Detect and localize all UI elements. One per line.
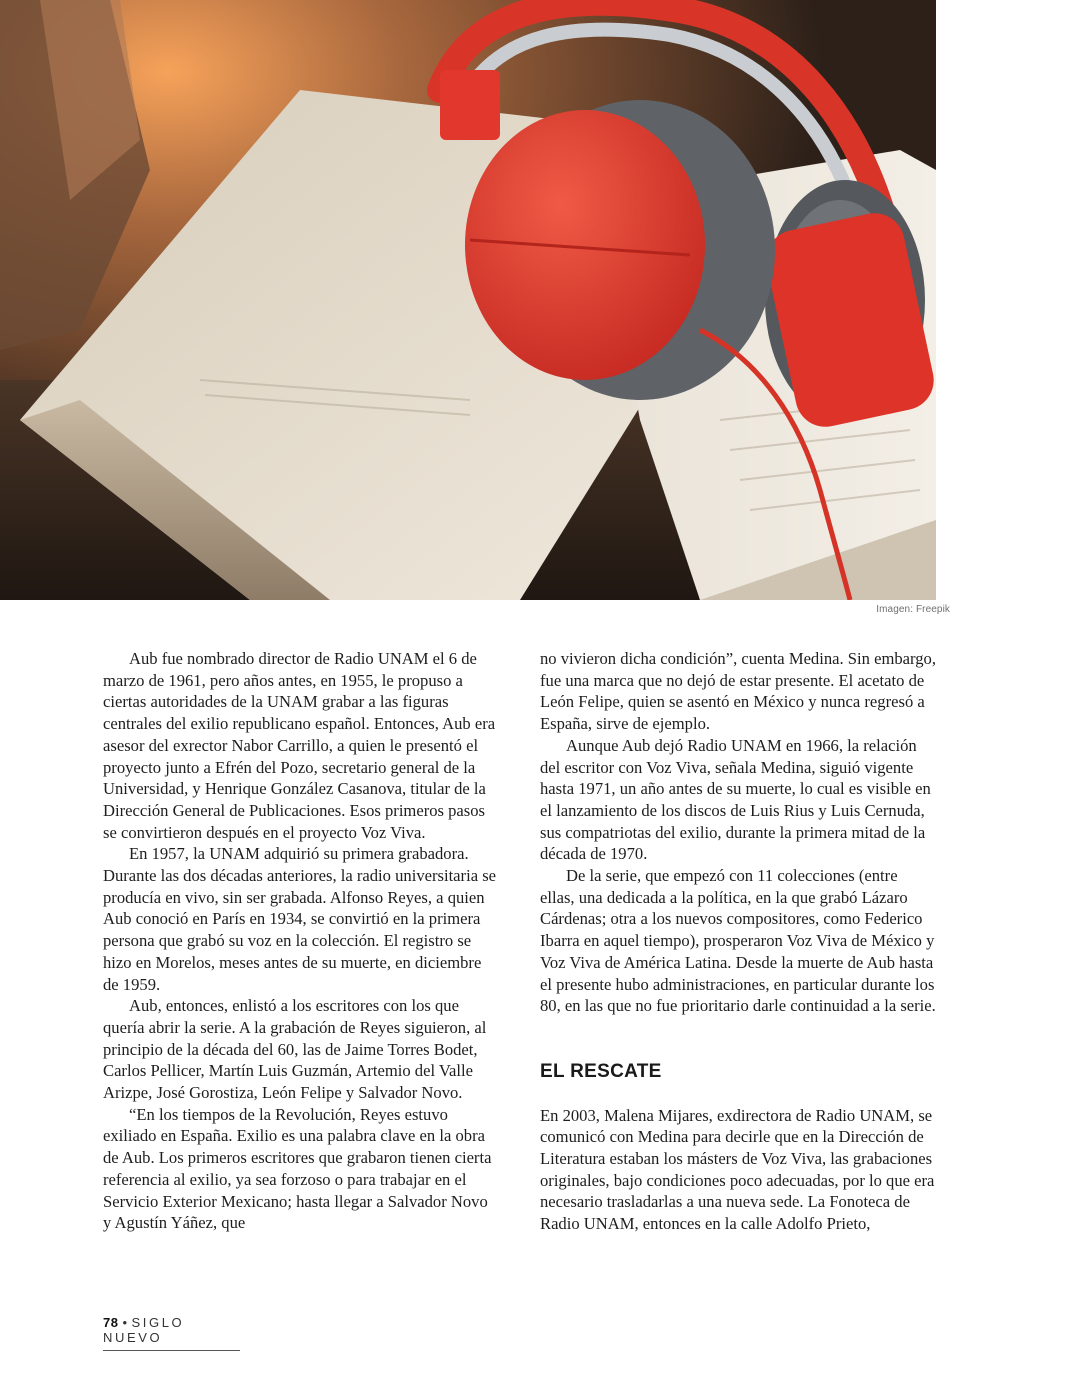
magazine-name: SIGLO NUEVO [103, 1315, 185, 1345]
paragraph: En 2003, Malena Mijares, exdirectora de Radio UNAM, se comunicó con Medina para decirle que en la Dirección de Literatura estaban los másters de Voz Viva, las grabaciones originales, bajo condiciones poco adecuadas, por lo que era necesario trasladarlas a una nueva sede. La Fonoteca de Radio UNAM, entonces en la calle Adolfo Prieto, [540, 1105, 935, 1234]
paragraph-continued: no vivieron dicha condición”, cuenta Medina. Sin embargo, fue una marca que no dejó de estar presente. El acetato de León Felipe, quien se asentó en México y nunca regresó a España, sirve de ejemplo. [540, 649, 936, 734]
page-number: 78 [103, 1315, 119, 1330]
photo-credit: Imagen: Freepik [876, 604, 950, 615]
paragraph: Aunque Aub dejó Radio UNAM en 1966, la relación del escritor con Voz Viva, señala Medina, siguió vigente hasta 1971, un año antes de su muerte, lo cual es visible en el lanzamiento de los discos de Luis Rius y Luis Cernuda, sus compatriotas del exilio, durante la primera mitad de la década de 1970. [540, 735, 931, 864]
headphones-book-photo [0, 0, 936, 600]
photo-illustration [0, 0, 936, 600]
article-left-column [103, 648, 499, 1234]
page-footer [103, 1315, 240, 1351]
paragraph: En 1957, la UNAM adquirió su primera grabadora. Durante las dos décadas anteriores, la radio universitaria se producía en vivo, sin ser grabada. Alfonso Reyes, a quien Aub conoció en París en 1934, se convirtió en la primera persona que grabó su voz en la colección. El registro se hizo en Morelos, meses antes de su muerte, en diciembre de 1959. [103, 844, 497, 994]
paragraph: “En los tiempos de la Revolución, Reyes estuvo exiliado en España. Exilio es una palabra clave en la obra de Aub. Los primeros escritores que grabaron tienen cierta referencia al exilio, ya sea forzoso o para trabajar en el Servicio Exterior Mexicano; hasta llegar a Salvador Novo y Agustín Yáñez, que [103, 1104, 492, 1233]
paragraph: Aub, entonces, enlistó a los escritores con los que quería abrir la serie. A la grabación de Reyes siguieron, al principio de la década del 60, las de Jaime Torres Bodet, Carlos Pellicer, Martín Luis Guzmán, Artemio del Valle Arizpe, José Gorostiza, León Felipe y Salvador Novo. [103, 996, 487, 1103]
paragraph: Aub fue nombrado director de Radio UNAM el 6 de marzo de 1961, pero años antes, en 1955, le propuso a ciertas autoridades de la UNAM grabar a las figuras centrales del exilio republicano español. Entonces, Aub era asesor del exrector Nabor Carrillo, a quien le presentó el proyecto junto a Efrén del Pozo, secretario general de la Universidad, y Henrique González Casanova, titular de la Dirección General de Publicaciones. Esos primeros pasos se convirtieron después en el proyecto Voz Viva. [103, 649, 496, 842]
section-heading: EL RESCATE [540, 1060, 662, 1082]
paragraph: De la serie, que empezó con 11 colecciones (entre ellas, una dedicada a la política, en la que grabó Lázaro Cárdenas; otra a los nuevos compositores, como Federico Ibarra en aquel tiempo), prosperaron Voz Viva de México y Voz Viva de América Latina. Desde la muerte de Aub hasta el presente hubo administraciones, en particular durante los 80, en las que no fue prioritario darle continuidad a la serie. [540, 866, 936, 1016]
footer-separator: • [122, 1315, 128, 1330]
article-right-column [540, 648, 936, 1235]
